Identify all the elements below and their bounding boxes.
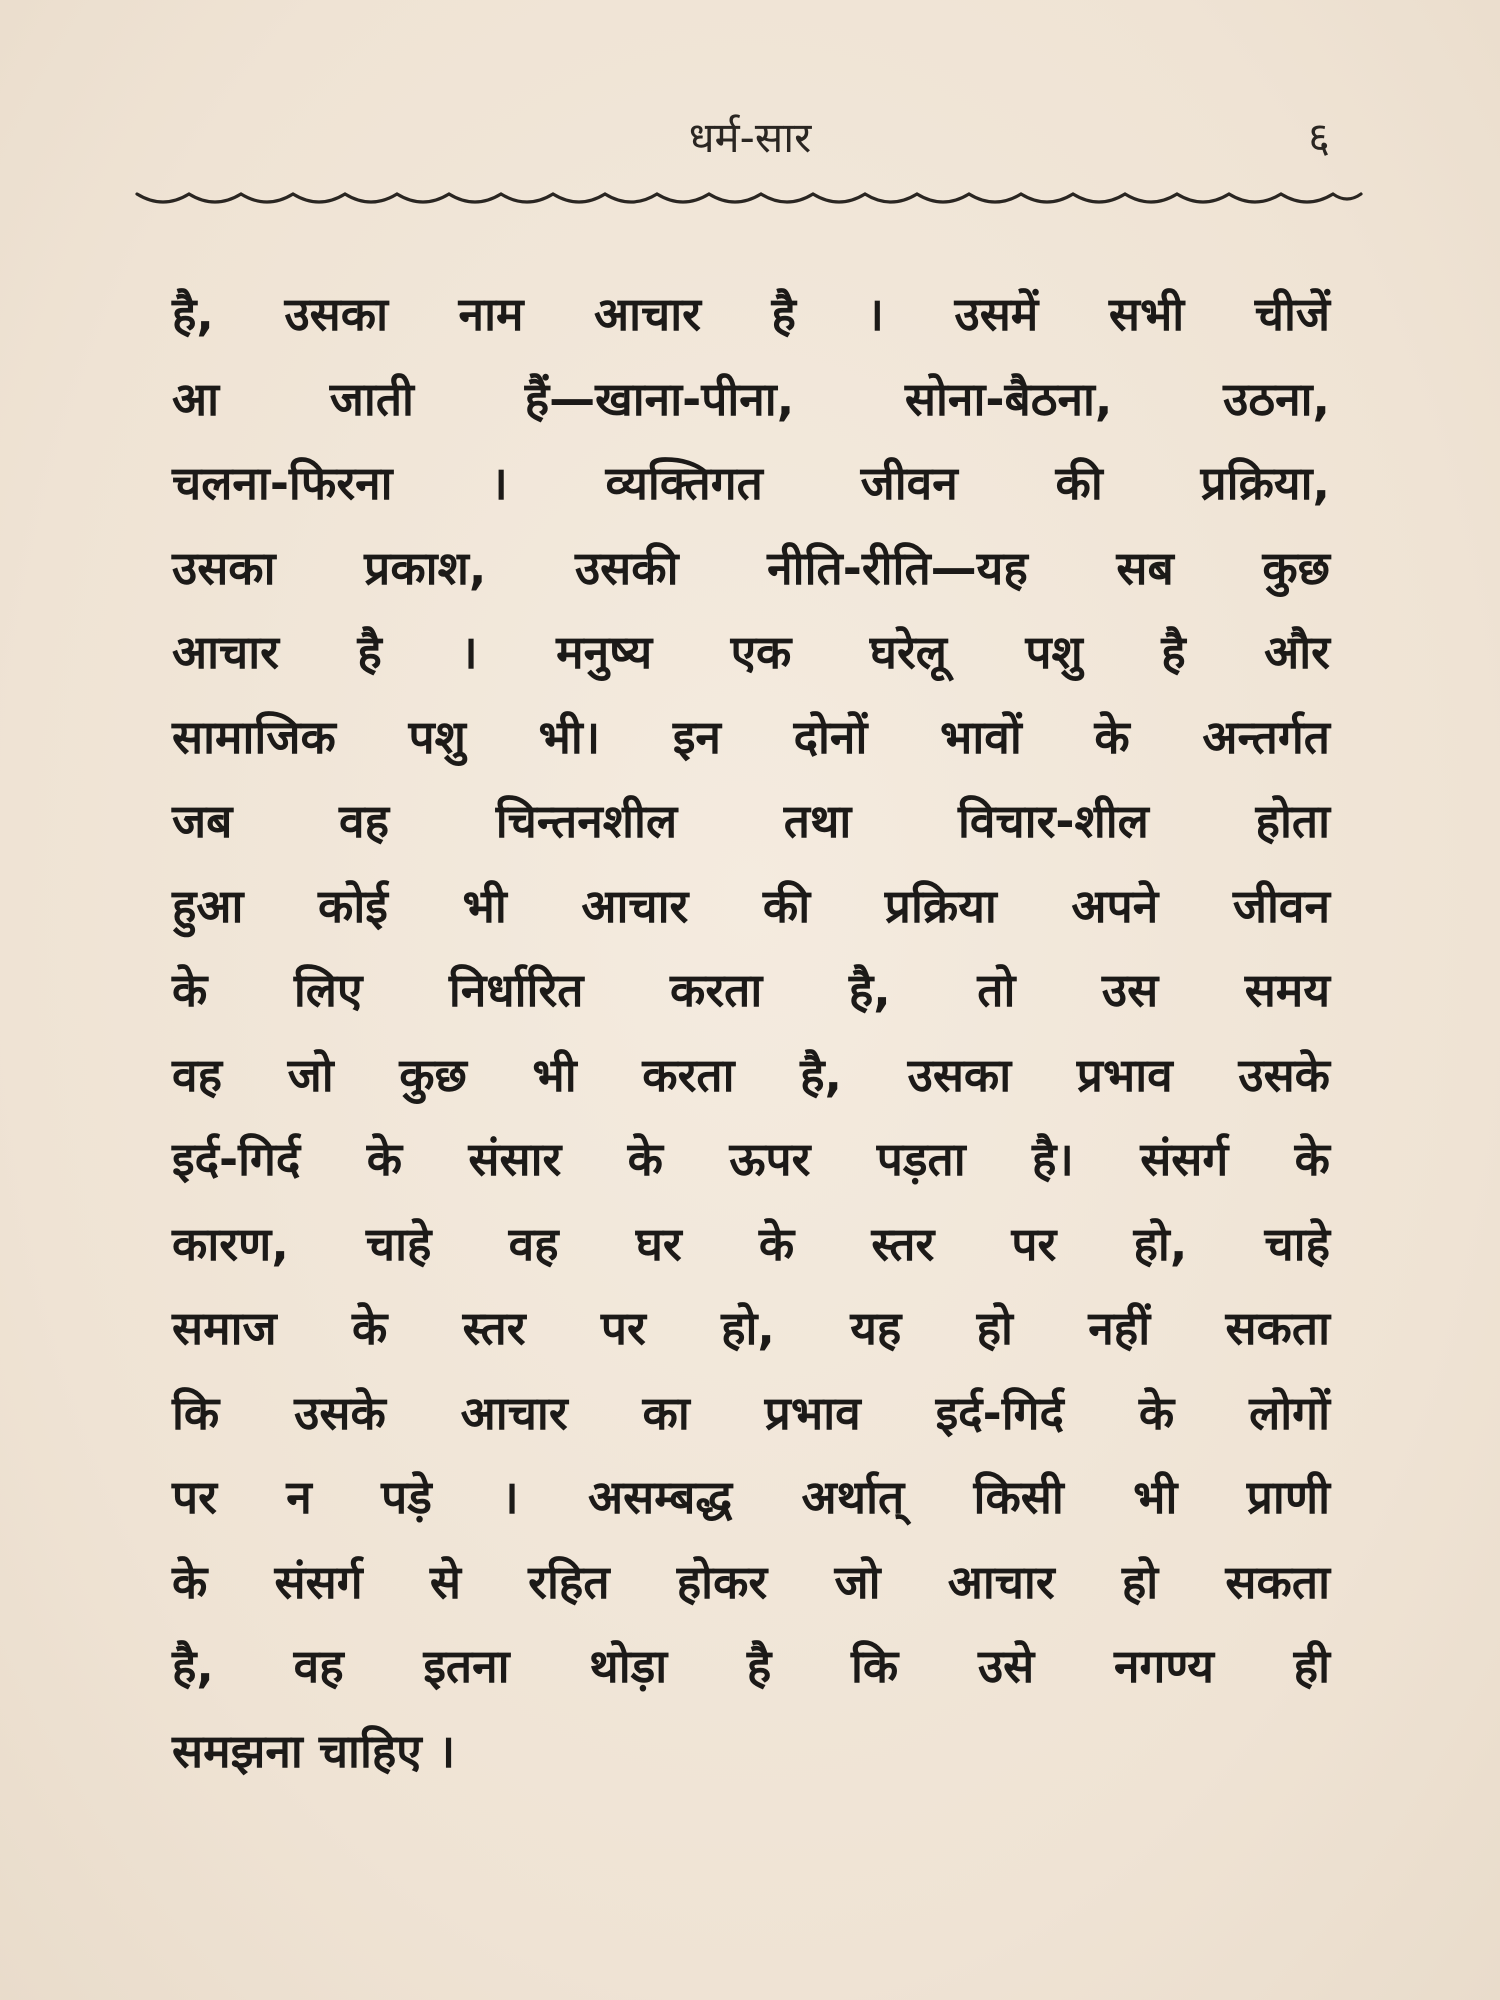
text-line: के लिए निर्धारित करता है, तो उस समय xyxy=(172,963,1330,1017)
text-line: सामाजिक पशु भी। इन दोनों भावों के अन्तर्गत xyxy=(172,709,1330,764)
text-line: पर न पड़े । असम्बद्ध अर्थात् किसी भी प्राणी xyxy=(172,1470,1330,1524)
page-header xyxy=(140,108,1360,168)
text-line: समाज के स्तर पर हो, यह हो नहीं सकता xyxy=(172,1301,1330,1355)
text-line: चलना-फिरना । व्यक्तिगत जीवन की प्रक्रिया, xyxy=(172,456,1330,510)
text-line: जब वह चिन्तनशील तथा विचार-शील होता xyxy=(172,794,1330,848)
text-line-last: समझना चाहिए । xyxy=(172,1723,456,1778)
page-number: ६ xyxy=(1308,113,1330,162)
text-line: इर्द-गिर्द के संसार के ऊपर पड़ता है। संसर्ग के xyxy=(172,1132,1330,1186)
text-line: उसका प्रकाश, उसकी नीति-रीति—यह सब कुछ xyxy=(172,540,1330,595)
text-line: है, वह इतना थोड़ा है कि उसे नगण्य ही xyxy=(172,1639,1330,1693)
text-line: आचार है । मनुष्य एक घरेलू पशु है और xyxy=(172,625,1330,679)
body-paragraph xyxy=(172,272,1330,1793)
running-title: धर्म-सार xyxy=(688,113,812,162)
text-line: हुआ कोई भी आचार की प्रक्रिया अपने जीवन xyxy=(172,878,1330,933)
text-line: वह जो कुछ भी करता है, उसका प्रभाव उसके xyxy=(172,1047,1330,1102)
wavy-divider xyxy=(135,180,1365,214)
text-line: के संसर्ग से रहित होकर जो आचार हो सकता xyxy=(172,1554,1330,1609)
text-line: आ जाती हैं—खाना-पीना, सोना-बैठना, उठना, xyxy=(172,371,1330,426)
text-line: कारण, चाहे वह घर के स्तर पर हो, चाहे xyxy=(172,1216,1330,1271)
text-line: कि उसके आचार का प्रभाव इर्द-गिर्द के लोगों xyxy=(172,1385,1330,1440)
text-line: है, उसका नाम आचार है । उसमें सभी चीजें xyxy=(172,287,1330,341)
